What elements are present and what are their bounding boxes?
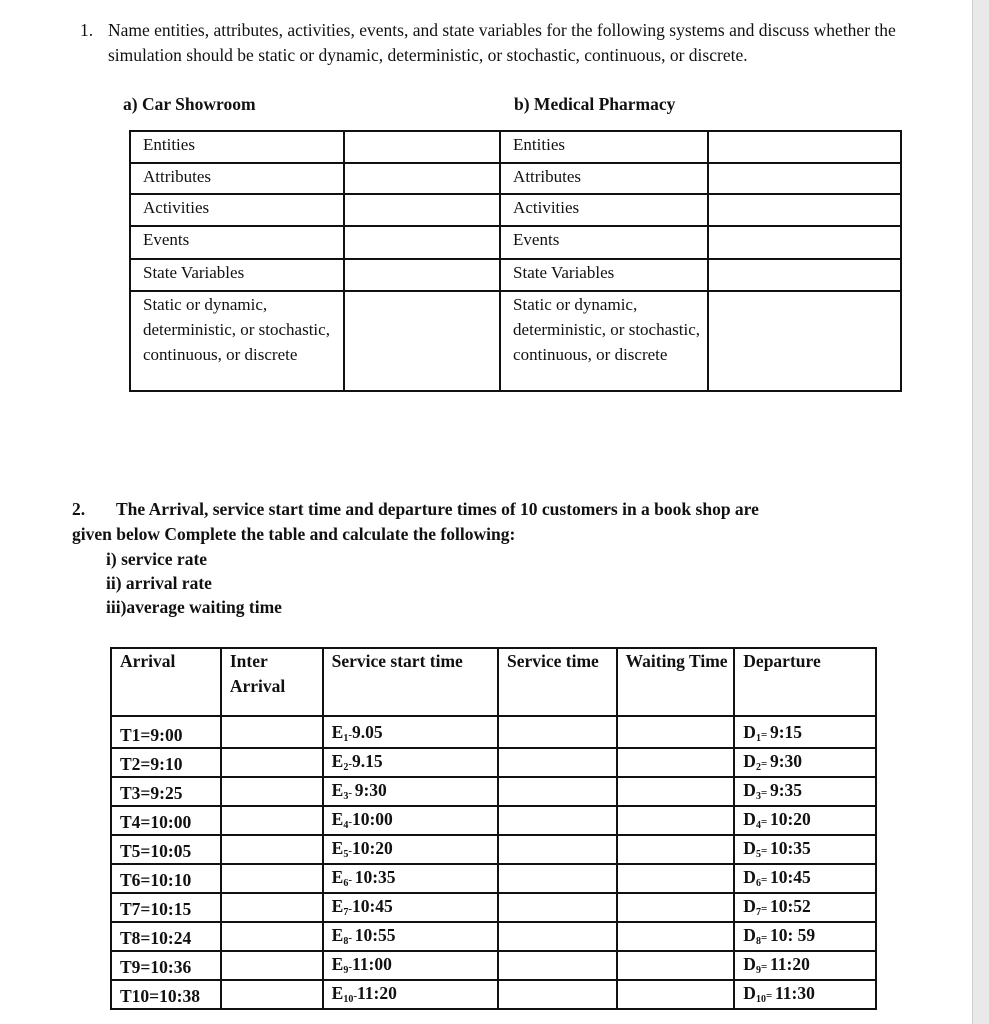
subscript: 9 <box>343 965 349 976</box>
symbol: D <box>743 838 756 858</box>
service-start-cell <box>323 864 498 893</box>
symbol: D <box>743 954 756 974</box>
table-row <box>111 748 876 777</box>
car-showroom-row-label: Events <box>130 226 344 259</box>
time-value: 10:20 <box>351 838 393 858</box>
departure-cell <box>734 893 876 922</box>
systems-table-row <box>130 194 901 226</box>
systems-table <box>129 130 902 392</box>
part-b-title: b) Medical Pharmacy <box>514 94 676 114</box>
separator: - <box>348 729 352 741</box>
table-row <box>111 777 876 806</box>
arrival-cell: T10=10:38 <box>111 980 221 1009</box>
arrival-cell: T5=10:05 <box>111 835 221 864</box>
separator: - <box>348 845 352 857</box>
separator: - <box>348 787 355 799</box>
bookshop-table <box>110 647 877 1010</box>
pharmacy-answer-cell[interactable] <box>708 194 901 226</box>
separator: - <box>348 961 352 973</box>
service-time-cell[interactable] <box>498 864 617 893</box>
subscript: 1 <box>343 733 349 744</box>
time-value: 10:45 <box>769 867 811 887</box>
waiting-time-cell[interactable] <box>617 980 735 1009</box>
symbol: D <box>743 722 756 742</box>
systems-table-row <box>130 163 901 194</box>
waiting-time-cell[interactable] <box>617 835 735 864</box>
time-value: 10:20 <box>769 809 811 829</box>
table-row <box>111 922 876 951</box>
symbol: D <box>743 809 756 829</box>
car-showroom-row-label: State Variables <box>130 259 344 291</box>
car-showroom-answer-cell[interactable] <box>344 259 500 291</box>
waiting-time-cell[interactable] <box>617 893 735 922</box>
table-row <box>111 893 876 922</box>
subscript: 4 <box>755 820 761 831</box>
waiting-time-cell[interactable] <box>617 806 735 835</box>
separator: - <box>348 932 355 944</box>
service-time-cell[interactable] <box>498 980 617 1009</box>
subscript: 5 <box>755 849 761 860</box>
symbol: E <box>331 867 344 887</box>
inter-arrival-cell[interactable] <box>221 980 323 1009</box>
service-time-cell[interactable] <box>498 922 617 951</box>
separator: - <box>348 874 355 886</box>
pharmacy-answer-cell[interactable] <box>708 291 901 391</box>
subscript: 10 <box>343 994 354 1005</box>
table-row <box>111 835 876 864</box>
inter-arrival-cell[interactable] <box>221 864 323 893</box>
waiting-time-cell[interactable] <box>617 864 735 893</box>
time-value: 11:20 <box>769 954 810 974</box>
service-start-cell <box>323 806 498 835</box>
arrival-cell: T6=10:10 <box>111 864 221 893</box>
pharmacy-row-label: Activities <box>500 194 708 226</box>
column-header: Service start time <box>323 648 498 716</box>
service-start-cell <box>323 980 498 1009</box>
car-showroom-row-label: Activities <box>130 194 344 226</box>
pharmacy-answer-cell[interactable] <box>708 131 901 163</box>
time-value: 10:52 <box>769 896 811 916</box>
arrival-cell: T7=10:15 <box>111 893 221 922</box>
inter-arrival-cell[interactable] <box>221 748 323 777</box>
subscript: 2 <box>343 762 349 773</box>
question-2 <box>72 497 872 619</box>
part-a-title: a) Car Showroom <box>123 94 256 114</box>
time-value: 11:30 <box>774 983 815 1003</box>
time-value: 10:35 <box>769 838 811 858</box>
arrival-cell: T9=10:36 <box>111 951 221 980</box>
inter-arrival-cell[interactable] <box>221 951 323 980</box>
subscript: 10 <box>755 994 766 1005</box>
time-value: 9.05 <box>351 722 383 742</box>
departure-cell <box>734 748 876 777</box>
calculation-item: iii)average waiting time <box>106 597 282 617</box>
pharmacy-answer-cell[interactable] <box>708 226 901 259</box>
inter-arrival-cell[interactable] <box>221 835 323 864</box>
time-value: 9:30 <box>354 780 387 800</box>
car-showroom-row-label: Static or dynamic, deterministic, or stochastic, continuous, or discrete <box>130 291 344 391</box>
waiting-time-cell[interactable] <box>617 748 735 777</box>
systems-table-row <box>130 131 901 163</box>
time-value: 10:45 <box>351 896 393 916</box>
departure-cell <box>734 777 876 806</box>
table-row <box>111 716 876 748</box>
service-start-cell <box>323 922 498 951</box>
time-value: 10:35 <box>354 867 396 887</box>
departure-cell <box>734 864 876 893</box>
arrival-cell: T3=9:25 <box>111 777 221 806</box>
table-row <box>111 806 876 835</box>
symbol: E <box>331 983 344 1003</box>
symbol: D <box>743 983 756 1003</box>
service-time-cell[interactable] <box>498 716 617 748</box>
question-2-text-line-2: given below Complete the table and calculate the following: <box>72 524 516 544</box>
car-showroom-answer-cell[interactable] <box>344 291 500 391</box>
time-value: 11:20 <box>356 983 397 1003</box>
subscript: 7 <box>755 907 761 918</box>
subscript: 9 <box>755 965 761 976</box>
car-showroom-answer-cell[interactable] <box>344 194 500 226</box>
symbol: D <box>743 780 756 800</box>
separator: = <box>760 787 770 799</box>
symbol: E <box>331 896 344 916</box>
car-showroom-answer-cell[interactable] <box>344 131 500 163</box>
symbol: E <box>331 809 344 829</box>
systems-table-row <box>130 291 901 391</box>
arrival-cell: T8=10:24 <box>111 922 221 951</box>
service-start-cell <box>323 716 498 748</box>
question-1-text: Name entities, attributes, activities, events, and state variables for the following systems and discuss whether the simulation should be static or dynamic, deterministic, or stochastic, continuous, or discrete. <box>108 20 896 65</box>
pharmacy-row-label: Events <box>500 226 708 259</box>
inter-arrival-cell[interactable] <box>221 716 323 748</box>
service-start-cell <box>323 893 498 922</box>
subscript: 8 <box>343 936 349 947</box>
service-start-cell <box>323 777 498 806</box>
inter-arrival-cell[interactable] <box>221 893 323 922</box>
separator: - <box>348 903 352 915</box>
systems-table-row <box>130 226 901 259</box>
separator: = <box>760 758 770 770</box>
arrival-cell: T1=9:00 <box>111 716 221 748</box>
time-value: 9:30 <box>769 751 803 771</box>
bookshop-table-header-row <box>111 648 876 716</box>
time-value: 11:00 <box>351 954 392 974</box>
systems-table-row <box>130 259 901 291</box>
table-row <box>111 951 876 980</box>
waiting-time-cell[interactable] <box>617 951 735 980</box>
symbol: E <box>331 722 344 742</box>
separator: = <box>760 903 770 915</box>
subscript: 3 <box>343 791 349 802</box>
symbol: D <box>743 896 756 916</box>
separator: = <box>760 932 770 944</box>
column-header: Waiting Time <box>617 648 735 716</box>
separator: - <box>348 816 352 828</box>
pharmacy-row-label: Static or dynamic, deterministic, or stochastic, continuous, or discrete <box>500 291 708 391</box>
service-start-cell <box>323 951 498 980</box>
subscript: 7 <box>343 907 349 918</box>
subscript: 2 <box>755 762 761 773</box>
separator: - <box>353 990 357 1002</box>
service-time-cell[interactable] <box>498 893 617 922</box>
pharmacy-row-label: Entities <box>500 131 708 163</box>
column-header: Arrival <box>111 648 221 716</box>
subscript: 8 <box>755 936 761 947</box>
waiting-time-cell[interactable] <box>617 777 735 806</box>
car-showroom-row-label: Entities <box>130 131 344 163</box>
time-value: 10:00 <box>351 809 393 829</box>
separator: - <box>348 758 352 770</box>
time-value: 9:15 <box>769 722 803 742</box>
calculation-item: ii) arrival rate <box>106 573 212 593</box>
waiting-time-cell[interactable] <box>617 922 735 951</box>
departure-cell <box>734 806 876 835</box>
departure-cell <box>734 951 876 980</box>
service-time-cell[interactable] <box>498 835 617 864</box>
subscript: 1 <box>755 733 761 744</box>
time-value: 10:55 <box>354 925 396 945</box>
car-showroom-row-label: Attributes <box>130 163 344 194</box>
symbol: E <box>331 780 344 800</box>
symbol: D <box>743 925 756 945</box>
separator: = <box>760 874 770 886</box>
departure-cell <box>734 980 876 1009</box>
service-start-cell <box>323 748 498 777</box>
question-2-text-line-1: The Arrival, service start time and departure times of 10 customers in a book shop are <box>116 499 759 519</box>
symbol: D <box>743 867 756 887</box>
arrival-cell: T2=9:10 <box>111 748 221 777</box>
departure-cell <box>734 835 876 864</box>
arrival-cell: T4=10:00 <box>111 806 221 835</box>
column-header: Service time <box>498 648 617 716</box>
table-row <box>111 864 876 893</box>
service-time-cell[interactable] <box>498 951 617 980</box>
inter-arrival-cell[interactable] <box>221 777 323 806</box>
subscript: 4 <box>343 820 349 831</box>
time-value: 9.15 <box>351 751 383 771</box>
service-time-cell[interactable] <box>498 777 617 806</box>
inter-arrival-cell[interactable] <box>221 806 323 835</box>
time-value: 10: 59 <box>769 925 816 945</box>
separator: = <box>760 961 770 973</box>
service-time-cell[interactable] <box>498 748 617 777</box>
separator: = <box>760 845 770 857</box>
table-row <box>111 980 876 1009</box>
car-showroom-answer-cell[interactable] <box>344 226 500 259</box>
subscript: 6 <box>343 878 349 889</box>
service-start-cell <box>323 835 498 864</box>
column-header: Inter Arrival <box>221 648 323 716</box>
subscript: 5 <box>343 849 349 860</box>
waiting-time-cell[interactable] <box>617 716 735 748</box>
separator: = <box>760 816 770 828</box>
symbol: E <box>331 925 344 945</box>
symbol: E <box>331 751 344 771</box>
pharmacy-row-label: Attributes <box>500 163 708 194</box>
pharmacy-row-label: State Variables <box>500 259 708 291</box>
car-showroom-answer-cell[interactable] <box>344 163 500 194</box>
time-value: 9:35 <box>769 780 803 800</box>
question-2-number: 2. <box>72 499 86 519</box>
departure-cell <box>734 922 876 951</box>
pharmacy-answer-cell[interactable] <box>708 163 901 194</box>
inter-arrival-cell[interactable] <box>221 922 323 951</box>
symbol: E <box>331 838 344 858</box>
separator: = <box>765 990 775 1002</box>
question-2-items <box>72 547 872 619</box>
symbol: D <box>743 751 756 771</box>
subscript: 3 <box>755 791 761 802</box>
column-header: Departure <box>734 648 876 716</box>
subscript: 6 <box>755 878 761 889</box>
separator: = <box>760 729 770 741</box>
departure-cell <box>734 716 876 748</box>
pharmacy-answer-cell[interactable] <box>708 259 901 291</box>
question-1-number: 1. <box>80 20 94 40</box>
calculation-item: i) service rate <box>106 549 208 569</box>
symbol: E <box>331 954 344 974</box>
service-time-cell[interactable] <box>498 806 617 835</box>
